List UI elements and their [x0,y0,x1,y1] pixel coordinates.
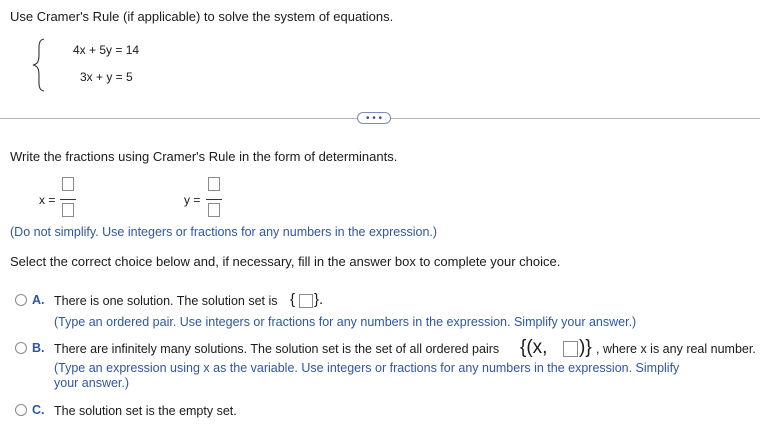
x-denominator-box[interactable] [62,203,74,217]
y-label: y = [184,193,201,207]
choice-b-answer-box[interactable] [563,341,578,357]
y-numerator-box[interactable] [208,177,220,191]
choice-b-set-open: {(x, [520,337,548,358]
choice-c-radio[interactable] [15,404,27,416]
choice-b-suffix: , where x is any real number. [596,342,756,356]
choice-a-letter: A. [32,293,45,307]
part1-prompt: Write the fractions using Cramer's Rule in the form of determinants. [10,149,398,164]
part1-note: (Do not simplify. Use integers or fractions for any numbers in the expression.) [10,225,438,239]
equation-1: 4x + 5y = 14 [73,43,140,57]
x-label: x = [39,193,56,207]
choice-b-hint-line1: (Type an expression using x as the variable. Use integers or fractions for any numbers in the expression. Simplify [54,361,680,375]
equation-2: 3x + y = 5 [80,70,133,84]
choice-c-text: The solution set is the empty set. [54,404,237,418]
choice-b-text: There are infinitely many solutions. The solution set is the set of all ordered pairs [54,342,500,356]
x-numerator-box[interactable] [62,177,74,191]
choice-b-hint-line2: your answer.) [54,376,130,390]
choice-b-radio[interactable] [15,342,27,354]
left-brace [30,38,50,92]
choice-a-text: There is one solution. The solution set is [54,294,278,308]
choice-a-answer-box[interactable] [299,294,313,308]
part2-prompt: Select the correct choice below and, if necessary, fill in the answer box to complete your choice. [10,254,561,269]
expand-button[interactable]: • • • [357,112,391,124]
choice-a-brace-close: }. [314,291,324,308]
y-fraction-bar [206,199,222,200]
x-fraction-bar [60,199,76,200]
y-denominator-box[interactable] [208,203,220,217]
choice-a-brace-open: { [290,291,296,308]
choice-b-letter: B. [32,341,45,355]
choice-b-set-close: )} [579,337,592,358]
choice-c-letter: C. [32,403,45,417]
choice-a-hint: (Type an ordered pair. Use integers or fractions for any numbers in the expression. Simplify your answer.) [54,315,637,329]
question-prompt: Use Cramer's Rule (if applicable) to solve the system of equations. [10,9,394,24]
choice-a-radio[interactable] [15,294,27,306]
